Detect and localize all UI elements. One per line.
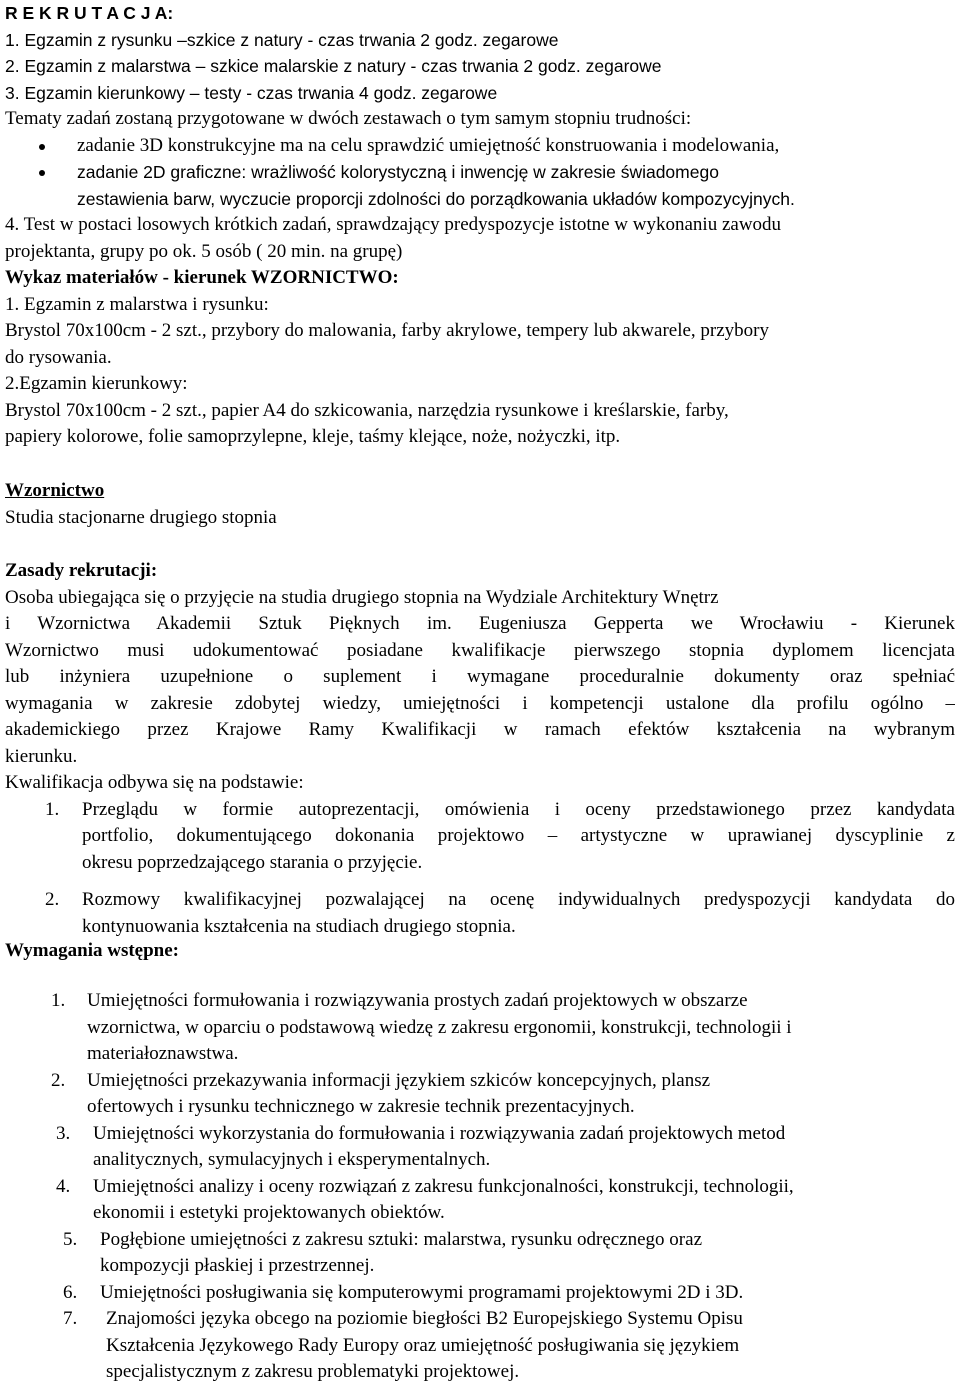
kwalifikacja-item-line: kontynuowania kształcenia na studiach drugiego stopnia. [82, 915, 516, 937]
rekrutacja-item-2: 2. Egzamin z malarstwa – szkice malarskie z natury - czas trwania 2 godz. zegarowe [5, 56, 662, 76]
wymagania-item-2 [5, 1068, 955, 1121]
wymagania-item-line: specjalistycznym z zakresu problematyki projektowej. [106, 1361, 520, 1382]
bullet-zadanie-2d [5, 159, 955, 186]
wymagania-item-line: Umiejętności wykorzystania do formułowania i rozwiązywania zadań projektowych metod [93, 1122, 786, 1144]
wymagania-item-line: analitycznych, symulacyjnych i eksperymentalnych. [93, 1149, 491, 1170]
wymagania-heading: Wymagania wstępne: [5, 940, 179, 961]
wymagania-section [5, 938, 955, 965]
bullet-zadanie-3d [5, 133, 955, 160]
wymagania-item-line: Umiejętności analizy i oceny rozwiązań z zakresu funkcjonalności, konstrukcji, technologii, [93, 1175, 794, 1197]
wymagania-item-line: Umiejętności formułowania i rozwiązywania prostych zadań projektowych w obszarze [87, 990, 748, 1011]
wymagania-item-5 [5, 1227, 955, 1280]
rekrutacja-heading: R E K R U T A C J A: [5, 3, 174, 23]
wymagania-item-number: 3. [56, 1122, 71, 1144]
rekrutacja-section [5, 0, 955, 451]
zasady-section [5, 558, 955, 940]
rekrutacja-item-4-line1: 4. Test w postaci losowych krótkich zadań, sprawdzający predyspozycje istotne w wykonaniu zawodu [5, 214, 782, 235]
kwalifikacja-item-line: portfolio, dokumentującego dokonania projektowo – artystyczne w uprawianej dyscyplinie z [82, 825, 955, 846]
kwalifikacja-item-number: 2. [45, 889, 60, 910]
zasady-para-line: kierunku. [5, 745, 78, 767]
wymagania-item-number: 6. [63, 1281, 78, 1303]
wymagania-item-number: 5. [63, 1228, 78, 1250]
kwalifikacja-item-line: Rozmowy kwalifikacyjnej pozwalającej na ocenę indywidualnych predyspozycji kandydata do [82, 889, 955, 910]
wymagania-item-3 [5, 1121, 955, 1174]
materialy-sub1: 1. Egzamin z malarstwa i rysunku: [5, 293, 269, 315]
rekrutacja-item-4-line2: projektanta, grupy po ok. 5 osób ( 20 min. na grupę) [5, 240, 403, 262]
tematy-intro: Tematy zadań zostaną przygotowane w dwóch zestawach o tym samym stopniu trudności: [5, 108, 692, 129]
materialy-sub2-line1: Brystol 70x100cm - 2 szt., papier A4 do szkicowania, narzędzia rysunkowe i kreślarskie, farby, [5, 399, 729, 421]
wymagania-item-line: Pogłębione umiejętności z zakresu sztuki: malarstwa, rysunku odręcznego oraz [100, 1228, 702, 1250]
wymagania-item-7 [5, 1306, 955, 1386]
zasady-para-line: i Wzornictwa Akademii Sztuk Pięknych im. Eugeniusza Gepperta we Wrocławiu - Kierunek [5, 613, 955, 634]
bullet-zadanie-3d-text: zadanie 3D konstrukcyjne ma na celu sprawdzić umiejętność konstruowania i modelowania, [77, 134, 780, 156]
bullet-zadanie-2d-cont: zestawienia barw, wyczucie proporcji zdolności do porządkowania układów kompozycyjnych. [77, 188, 795, 209]
zasady-heading: Zasady rekrutacji: [5, 560, 158, 581]
kwalifikacja-item-line: Przeglądu w formie autoprezentacji, omówienia i oceny przedstawionego przez kandydata [82, 798, 955, 820]
wzornictwo-section [5, 478, 955, 531]
materialy-heading: Wykaz materiałów - kierunek WZORNICTWO: [5, 267, 399, 288]
zasady-para-line: Osoba ubiegająca się o przyjęcie na studia drugiego stopnia na Wydziale Architektury Wnętrz [5, 586, 719, 608]
wymagania-item-line: kompozycji płaskiej i przestrzennej. [100, 1255, 375, 1276]
wymagania-item-number: 2. [51, 1069, 66, 1091]
wzornictwo-title: Wzornictwo [5, 480, 105, 501]
wymagania-item-line: materiałoznawstwa. [87, 1043, 239, 1064]
kwalifikacja-item-number: 1. [45, 798, 60, 820]
wymagania-item-number: 7. [63, 1308, 78, 1329]
wymagania-item-line: Kształcenia Językowego Rady Europy oraz umiejętność posługiwania się językiem [106, 1334, 740, 1356]
wymagania-item-line: Umiejętności posługiwania się komputerowymi programami projektowymi 2D i 3D. [100, 1281, 744, 1303]
zasady-para-line: Wzornictwo musi udokumentować posiadane kwalifikacje pierwszego stopnia dyplomem licencjata [5, 639, 955, 661]
wymagania-item-1 [5, 988, 955, 1068]
kwalifikacja-item-line: okresu poprzedzającego starania o przyjęcie. [82, 851, 423, 873]
bullet-zadanie-2d-line1: zadanie 2D graficzne: wrażliwość kolorystyczną i inwencję w zakresie świadomego [77, 162, 719, 182]
wymagania-item-line: wzornictwa, w oparciu o podstawową wiedzę z zakresu ergonomii, konstrukcji, technologii i [87, 1016, 792, 1038]
wymagania-list [5, 988, 955, 1386]
kwalifikacja-item-2 [5, 887, 955, 940]
wymagania-item-6 [5, 1280, 955, 1307]
wymagania-item-number: 4. [56, 1175, 71, 1197]
wymagania-item-line: Znajomości języka obcego na poziomie biegłości B2 Europejskiego Systemu Opisu [106, 1308, 743, 1329]
kwalifikacja-intro: Kwalifikacja odbywa się na podstawie: [5, 772, 304, 793]
materialy-sub2-line2: papiery kolorowe, folie samoprzylepne, kleje, taśmy klejące, noże, nożyczki, itp. [5, 426, 621, 447]
rekrutacja-item-3: 3. Egzamin kierunkowy – testy - czas trwania 4 godz. zegarowe [5, 82, 498, 103]
zasady-para-line: wymagania w zakresie zdobytej wiedzy, umiejętności i kompetencji ustalone dla profilu ogólno – [5, 692, 955, 714]
wymagania-item-line: ekonomii i estetyki projektowanych obiektów. [93, 1202, 445, 1223]
wymagania-item-line: Umiejętności przekazywania informacji językiem szkiców koncepcyjnych, plansz [87, 1069, 711, 1091]
zasady-para-line: akademickiego przez Krajowe Ramy Kwalifikacji w ramach efektów kształcenia na wybranym [5, 719, 955, 740]
materialy-sub1-line2: do rysowania. [5, 346, 112, 368]
wymagania-item-4 [5, 1174, 955, 1227]
rekrutacja-item-1: 1. Egzamin z rysunku –szkice z natury - czas trwania 2 godz. zegarowe [5, 29, 559, 50]
wymagania-item-number: 1. [51, 990, 66, 1011]
spacer [5, 876, 955, 887]
wzornictwo-subtitle: Studia stacjonarne drugiego stopnia [5, 506, 277, 528]
zasady-para-line: lub inżyniera uzupełnione o suplement i wymagane proceduralnie dokumenty oraz spełniać [5, 666, 955, 687]
wymagania-item-line: ofertowych i rysunku technicznego w zakresie technik prezentacyjnych. [87, 1096, 635, 1117]
materialy-sub2: 2.Egzamin kierunkowy: [5, 373, 188, 394]
kwalifikacja-item-1 [5, 797, 955, 877]
materialy-sub1-line1: Brystol 70x100cm - 2 szt., przybory do malowania, farby akrylowe, tempery lub akwarele, przybory [5, 320, 769, 341]
